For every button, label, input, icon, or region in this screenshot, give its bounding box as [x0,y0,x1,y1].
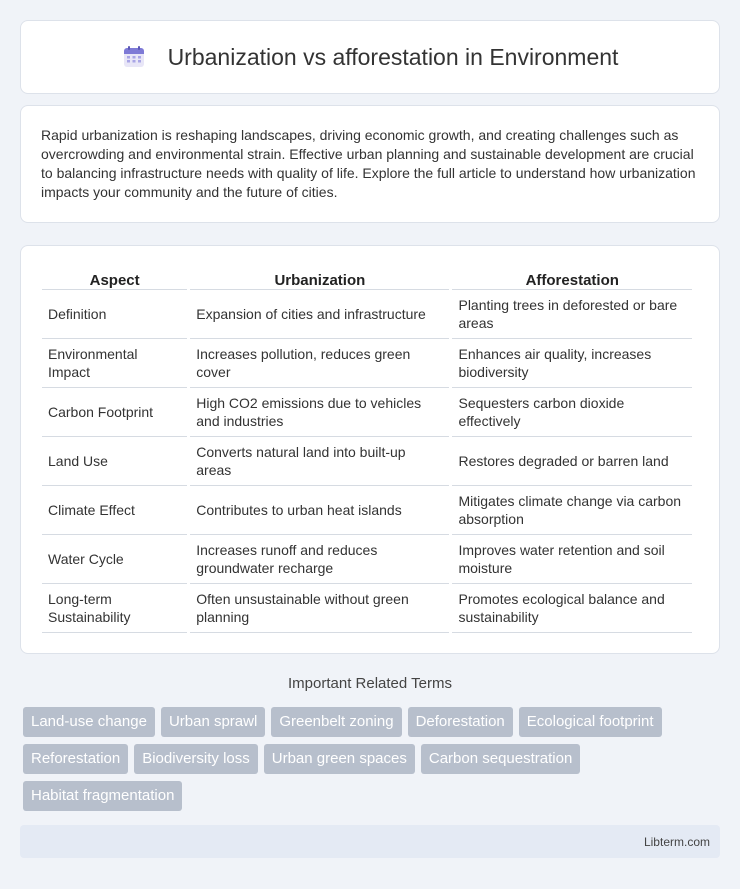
table-cell: Expansion of cities and infrastructure [190,290,449,339]
table-cell: Improves water retention and soil moisture [452,535,692,584]
comparison-table-card [20,245,720,654]
table-cell: Increases pollution, reduces green cover [190,339,449,388]
table-cell: Increases runoff and reduces groundwater recharge [190,535,449,584]
comparison-table [39,266,695,633]
table-row [42,486,692,535]
table-cell: Enhances air quality, increases biodiversity [452,339,692,388]
table-row [42,290,692,339]
table-cell: Converts natural land into built-up areas [190,437,449,486]
page-title: Urbanization vs afforestation in Environment [167,43,619,70]
intro-card [20,105,720,223]
tag-urban-sprawl[interactable]: Urban sprawl [161,707,265,737]
table-row [42,584,692,633]
table-cell: High CO2 emissions due to vehicles and industries [190,388,449,437]
tag-ecological-footprint[interactable]: Ecological footprint [519,707,662,737]
table-cell: Land Use [42,437,187,486]
table-cell: Sequesters carbon dioxide effectively [452,388,692,437]
table-cell: Water Cycle [42,535,187,584]
table-cell: Long-term Sustainability [42,584,187,633]
tag-habitat-fragmentation[interactable]: Habitat fragmentation [23,781,182,811]
table-cell: Contributes to urban heat islands [190,486,449,535]
intro-text: Rapid urbanization is reshaping landscapes, driving economic growth, and creating challenges such as overcrowding and environmental strain. Effective urban planning and sustainable development are crucial to balancing infrastructure needs with quality of life. Explore the full article to understand how urbanization impacts your community and the future of cities. [41,127,696,200]
table-cell: Carbon Footprint [42,388,187,437]
table-cell: Restores degraded or barren land [452,437,692,486]
table-row [42,339,692,388]
table-row [42,535,692,584]
tag-land-use-change[interactable]: Land-use change [23,707,155,737]
tag-biodiversity-loss[interactable]: Biodiversity loss [134,744,258,774]
table-cell: Mitigates climate change via carbon absorption [452,486,692,535]
table-cell: Promotes ecological balance and sustainability [452,584,692,633]
tag-urban-green-spaces[interactable]: Urban green spaces [264,744,415,774]
table-cell: Planting trees in deforested or bare areas [452,290,692,339]
footer-site-link[interactable]: Libterm.com [643,834,710,849]
header-afforestation: Afforestation [452,266,692,290]
related-terms-title: Important Related Terms [288,675,452,692]
table-row [42,388,692,437]
tag-deforestation[interactable]: Deforestation [408,707,513,737]
tag-reforestation[interactable]: Reforestation [23,744,128,774]
table-cell: Definition [42,290,187,339]
header-aspect: Aspect [42,266,187,290]
header-urbanization: Urbanization [190,266,449,290]
table-cell: Environmental Impact [42,339,187,388]
header-card [20,20,720,94]
tag-carbon-sequestration[interactable]: Carbon sequestration [421,744,580,774]
footer [20,825,720,858]
calendar-icon [122,45,146,69]
tag-greenbelt-zoning[interactable]: Greenbelt zoning [271,707,401,737]
table-row [42,437,692,486]
table-cell: Often unsustainable without green planning [190,584,449,633]
table-header-row [42,266,692,290]
table-cell: Climate Effect [42,486,187,535]
related-terms-list [23,707,713,811]
